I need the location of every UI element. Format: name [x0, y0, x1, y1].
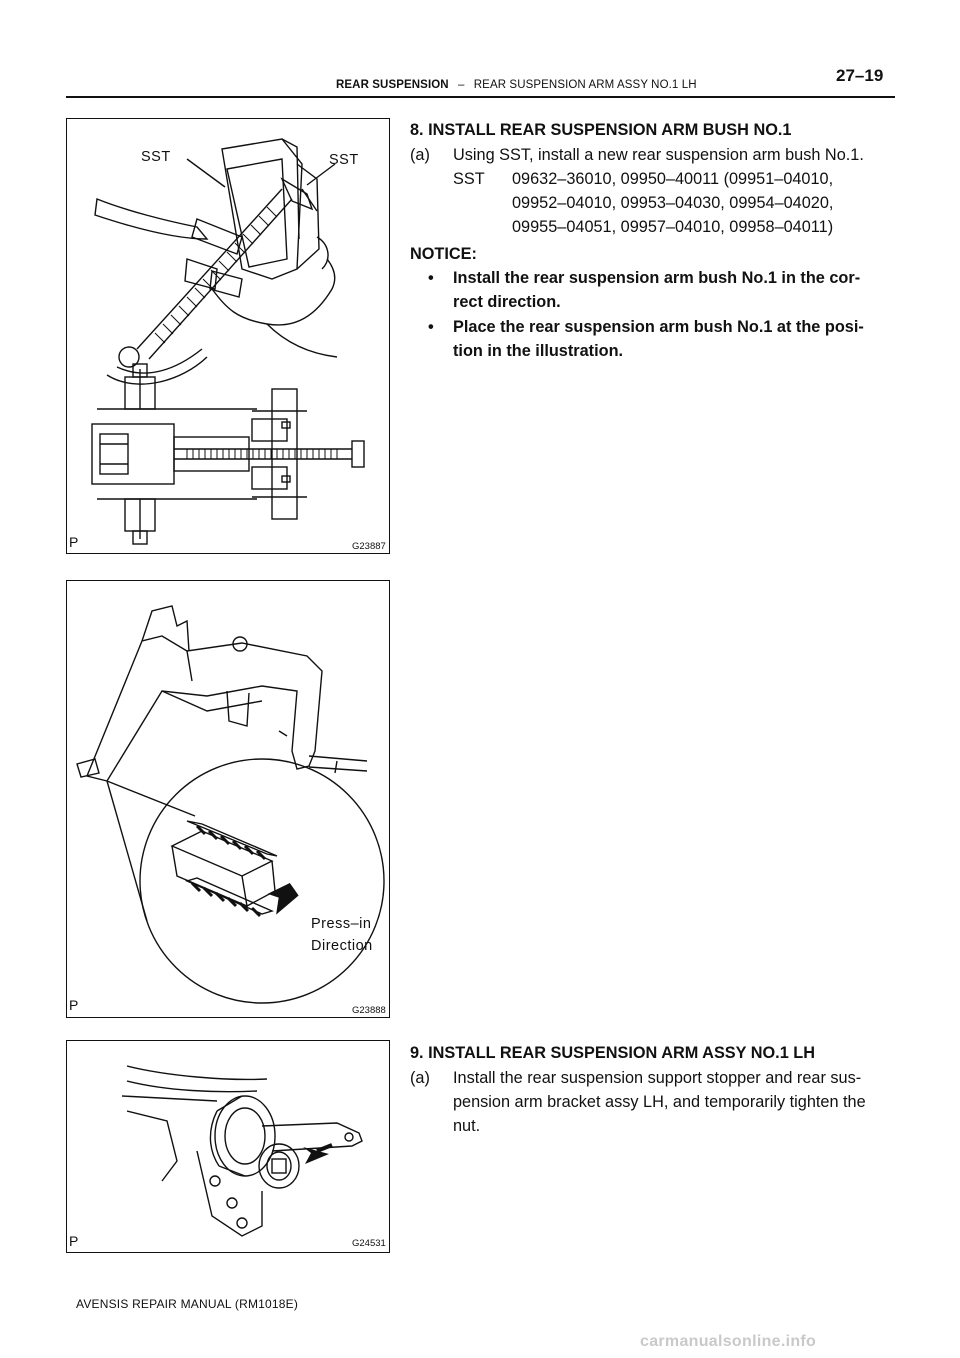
header-dash: –: [457, 79, 465, 91]
step8-sst-line1: 09632–36010, 09950–40011 (09951–04010,: [512, 170, 834, 188]
step8-heading: 8. INSTALL REAR SUSPENSION ARM BUSH NO.1: [410, 121, 792, 139]
bullet1-glyph: •: [428, 269, 434, 287]
page-number: 27–19: [836, 66, 884, 85]
figure-arm-bracket: [66, 1040, 390, 1253]
figure2-code: G23888: [352, 1005, 386, 1016]
bullet1-line2: rect direction.: [453, 293, 561, 311]
bullet2-line1: Place the rear suspension arm bush No.1 at the posi-: [453, 318, 864, 336]
header-section: REAR SUSPENSION: [336, 79, 449, 91]
header-rule: [66, 96, 895, 98]
step9-heading: 9. INSTALL REAR SUSPENSION ARM ASSY NO.1 LH: [410, 1044, 815, 1062]
figure1-sst-label-left: SST: [141, 149, 171, 165]
figure2-p-mark: P: [69, 997, 79, 1013]
figure1-code: G23887: [352, 541, 386, 552]
figure3-p-mark: P: [69, 1233, 79, 1249]
step8-sub-a-marker: (a): [410, 146, 430, 164]
figure2-press-label-line2: Direction: [311, 938, 373, 954]
step9-line2: pension arm bracket assy LH, and temporarily tighten the: [453, 1093, 866, 1111]
notice-label: NOTICE:: [410, 245, 477, 263]
sst-press-illustration: [67, 119, 390, 554]
bullet2-glyph: •: [428, 318, 434, 336]
watermark: carmanualsonline.info: [640, 1333, 817, 1350]
step8-sub-a-text: Using SST, install a new rear suspension arm bush No.1.: [453, 146, 864, 164]
figure2-press-label-line1: Press–in: [311, 916, 372, 932]
figure-arm-press-direction: [66, 580, 390, 1018]
figure1-p-mark: P: [69, 534, 79, 550]
figure1-sst-label-right: SST: [329, 152, 359, 168]
step8-sst-label: SST: [453, 170, 485, 188]
header-subsection: REAR SUSPENSION ARM ASSY NO.1 LH: [473, 79, 697, 91]
bracket-illustration: [67, 1041, 390, 1253]
footer-manual-id: AVENSIS REPAIR MANUAL (RM1018E): [76, 1297, 299, 1311]
figure-sst-press: [66, 118, 390, 554]
step9-line3: nut.: [453, 1117, 481, 1135]
step8-sst-line3: 09955–04051, 09957–04010, 09958–04011): [512, 218, 834, 236]
running-header: [336, 79, 697, 91]
bullet2-line2: tion in the illustration.: [453, 342, 624, 360]
figure3-code: G24531: [352, 1238, 386, 1249]
step9-sub-a-marker: (a): [410, 1069, 430, 1087]
step9-line1: Install the rear suspension support stopper and rear sus-: [453, 1069, 862, 1087]
bullet1-line1: Install the rear suspension arm bush No.1 in the cor-: [453, 269, 861, 287]
step8-sst-line2: 09952–04010, 09953–04030, 09954–04020,: [512, 194, 834, 212]
